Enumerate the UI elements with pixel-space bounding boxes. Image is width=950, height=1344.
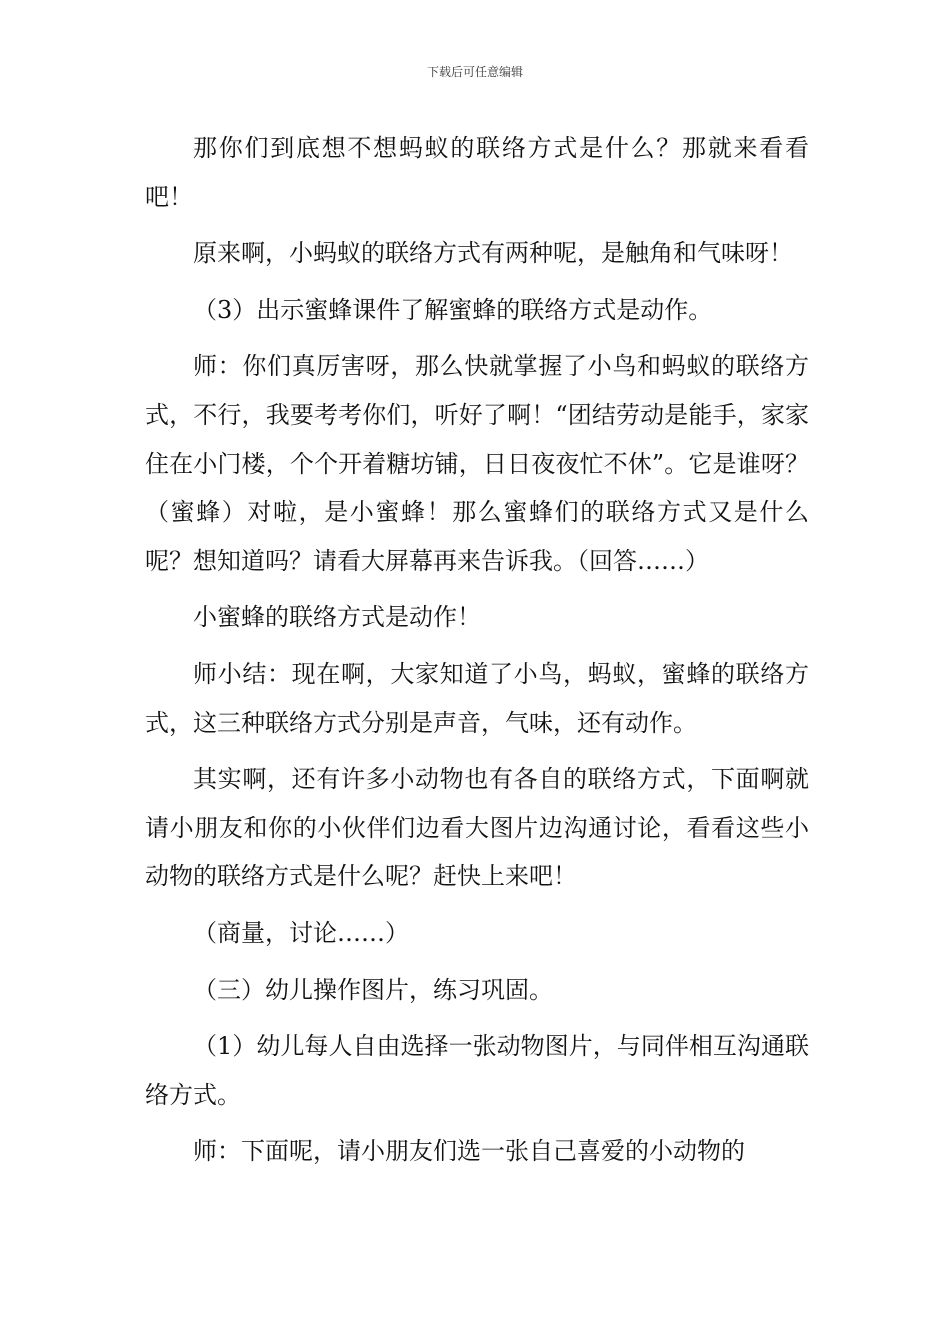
document-body xyxy=(145,124,809,1184)
paragraph: 师：你们真厉害呀，那么快就掌握了小鸟和蚂蚁的联络方式，不行，我要考考你们，听好了啊！“团结劳动是能手，家家住在小门楼，个个开着糖坊铺，日日夜夜忙不休”。它是谁呀？（蜜蜂）对啦，是小蜜蜂！那么蜜蜂们的联络方式又是什么呢？想知道吗？请看大屏幕再来告诉我。（回答……） xyxy=(145,352,809,575)
paragraph: （三）幼儿操作图片，练习巩固。 xyxy=(193,975,553,1004)
paragraph: （商量，讨论……） xyxy=(193,918,409,947)
paragraph: 师：下面呢，请小朋友们选一张自己喜爱的小动物的 xyxy=(193,1137,745,1166)
page-header: 下载后可任意编辑 xyxy=(426,65,523,79)
paragraph: 小蜜蜂的联络方式是动作！ xyxy=(193,603,481,632)
paragraph: 师小结：现在啊，大家知道了小鸟，蚂蚁，蜜蜂的联络方式，这三种联络方式分别是声音，气味，还有动作。 xyxy=(145,659,809,737)
paragraph: 其实啊，还有许多小动物也有各自的联络方式，下面啊就请小朋友和你的小伙伴们边看大图片边沟通讨论，看看这些小动物的联络方式是什么呢？赶快上来吧！ xyxy=(145,765,809,891)
paragraph: （1）幼儿每人自由选择一张动物图片，与同伴相互沟通联络方式。 xyxy=(145,1032,809,1109)
paragraph: 那你们到底想不想蚂蚁的联络方式是什么？那就来看看吧！ xyxy=(145,134,809,211)
paragraph: （3）出示蜜蜂课件了解蜜蜂的联络方式是动作。 xyxy=(193,295,713,324)
paragraph: 原来啊，小蚂蚁的联络方式有两种呢，是触角和气味呀！ xyxy=(193,239,793,268)
